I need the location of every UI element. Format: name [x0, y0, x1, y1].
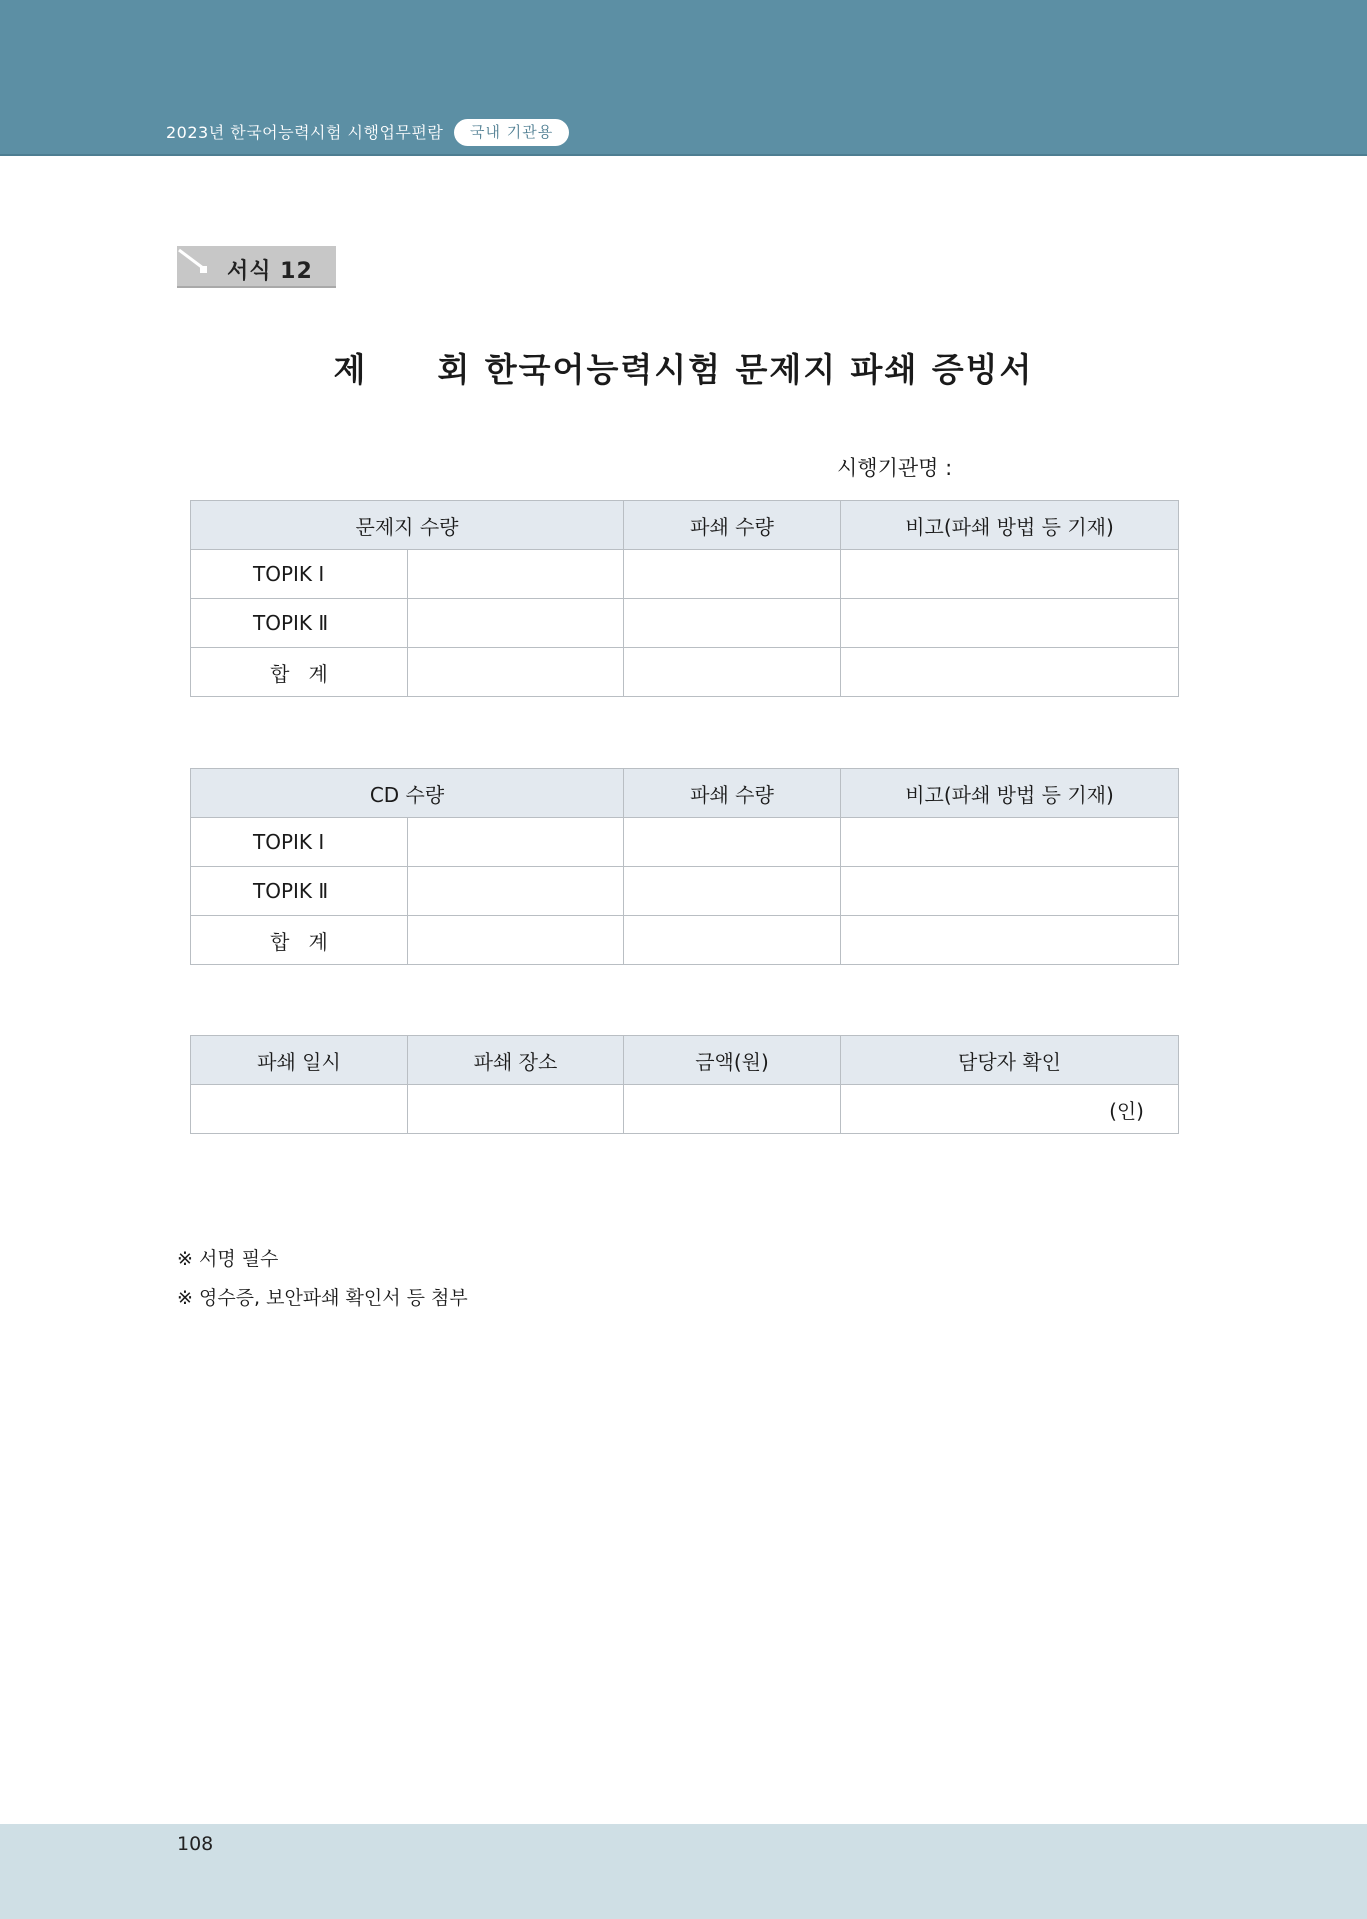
shred-quantity-input-cell[interactable]: [624, 818, 841, 867]
quantity-input-cell[interactable]: [408, 867, 624, 916]
organization-name-label: 시행기관명 :: [837, 456, 953, 480]
quantity-input-cell[interactable]: [408, 916, 624, 965]
shred-date-input-cell[interactable]: [191, 1085, 408, 1134]
table-header-row: [191, 769, 1179, 818]
header-cell: CD 수량: [191, 769, 624, 818]
quantity-input-cell[interactable]: [408, 648, 624, 697]
remarks-input-cell[interactable]: [841, 550, 1179, 599]
table-row: [191, 648, 1179, 697]
page-header-band: [0, 0, 1367, 156]
table-row: [191, 916, 1179, 965]
remarks-input-cell[interactable]: [841, 599, 1179, 648]
quantity-input-cell[interactable]: [408, 818, 624, 867]
notes: [177, 1240, 468, 1318]
title-main: 회 한국어능력시험 문제지 파쇄 증빙서: [437, 350, 1034, 389]
remarks-input-cell[interactable]: [841, 916, 1179, 965]
question-paper-table: [190, 500, 1179, 697]
form-number-tag: [177, 246, 336, 288]
remarks-input-cell[interactable]: [841, 867, 1179, 916]
row-label: 합 계: [191, 916, 408, 965]
cd-table: [190, 768, 1179, 965]
row-label: TOPIK Ⅰ: [191, 818, 408, 867]
row-label: TOPIK Ⅱ: [191, 599, 408, 648]
amount-input-cell[interactable]: [624, 1085, 841, 1134]
shred-quantity-input-cell[interactable]: [624, 648, 841, 697]
header-title: 2023년 한국어능력시험 시행업무편람: [166, 123, 444, 142]
page-number: 108: [177, 1833, 214, 1855]
header-cell: 담당자 확인: [841, 1036, 1179, 1085]
shred-quantity-input-cell[interactable]: [624, 550, 841, 599]
manager-seal-cell[interactable]: (인): [841, 1085, 1179, 1134]
note-item: ※ 영수증, 보안파쇄 확인서 등 첨부: [177, 1287, 468, 1309]
header-cell: 금액(원): [624, 1036, 841, 1085]
table-row: [191, 599, 1179, 648]
row-label: 합 계: [191, 648, 408, 697]
header-cell: 비고(파쇄 방법 등 기재): [841, 769, 1179, 818]
header-cell: 비고(파쇄 방법 등 기재): [841, 501, 1179, 550]
table-header-row: [191, 1036, 1179, 1085]
header-cell: 파쇄 수량: [624, 769, 841, 818]
shred-location-input-cell[interactable]: [408, 1085, 624, 1134]
remarks-input-cell[interactable]: [841, 818, 1179, 867]
remarks-input-cell[interactable]: [841, 648, 1179, 697]
form-number-label: 서식 12: [227, 259, 313, 284]
row-label: TOPIK Ⅱ: [191, 867, 408, 916]
header-cell: 문제지 수량: [191, 501, 624, 550]
row-label: TOPIK Ⅰ: [191, 550, 408, 599]
shred-quantity-input-cell[interactable]: [624, 867, 841, 916]
table-row: [191, 550, 1179, 599]
note-item: ※ 서명 필수: [177, 1248, 279, 1270]
table-row: [191, 818, 1179, 867]
table-row: [191, 1085, 1179, 1134]
document-title: [0, 344, 1367, 391]
shredding-info-table: [190, 1035, 1179, 1134]
title-prefix: 제: [333, 350, 368, 389]
header-cell: 파쇄 일시: [191, 1036, 408, 1085]
header-cell: 파쇄 장소: [408, 1036, 624, 1085]
quantity-input-cell[interactable]: [408, 599, 624, 648]
header-badge: 국내 기관용: [454, 119, 569, 146]
table-row: [191, 867, 1179, 916]
shred-quantity-input-cell[interactable]: [624, 916, 841, 965]
quantity-input-cell[interactable]: [408, 550, 624, 599]
table-header-row: [191, 501, 1179, 550]
shred-quantity-input-cell[interactable]: [624, 599, 841, 648]
header-cell: 파쇄 수량: [624, 501, 841, 550]
corner-arrow-icon: [177, 246, 217, 286]
